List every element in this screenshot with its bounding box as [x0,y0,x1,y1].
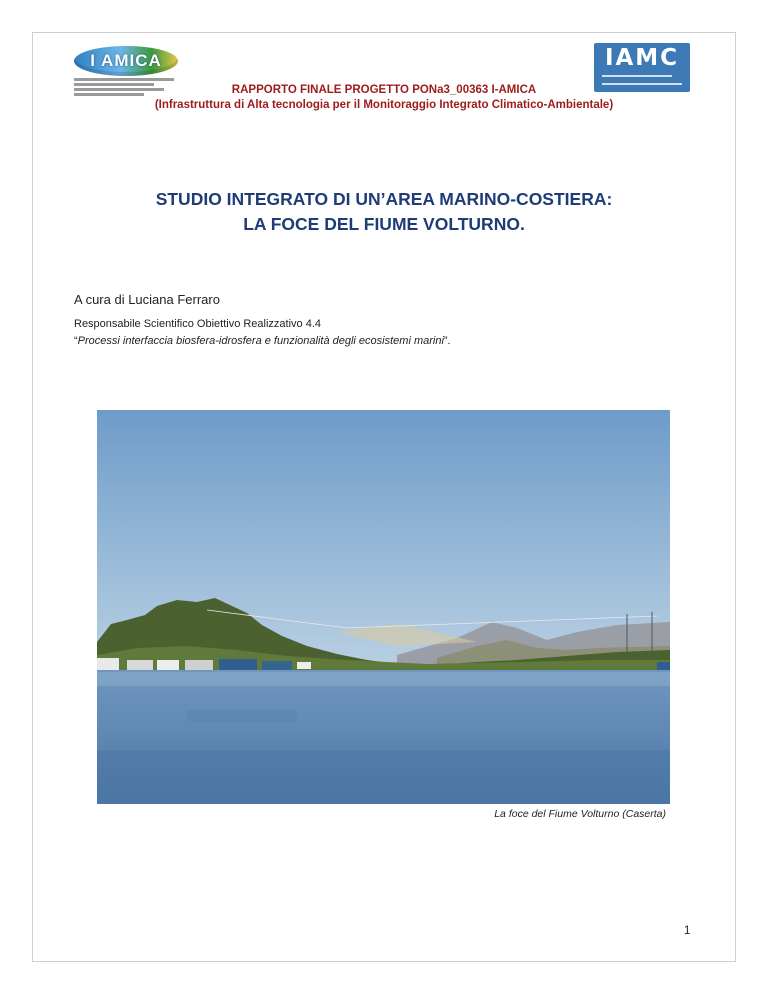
logo-left-text: I AMICA [90,51,162,70]
photo-illustration [97,410,670,804]
report-header: RAPPORTO FINALE PROGETTO PONa3_00363 I-AMICA [231,84,537,96]
document-title-line2: LA FOCE DEL FIUME VOLTURNO. [243,214,525,234]
page-number: 1 [684,925,691,937]
quote-text: Processi interfaccia biosfera-idrosfera e funzionalità degli ecosistemi marini [77,335,444,347]
quote-close: ”. [443,335,451,347]
river-mouth-photo [97,410,670,804]
logo-right-text: IAMC [604,45,680,71]
responsible-line: Responsabile Scientifico Obiettivo Realizzativo 4.4 [74,318,322,330]
quote-open: “ [74,335,78,347]
author-line: A cura di Luciana Ferraro [74,292,220,307]
document-title-line1: STUDIO INTEGRATO DI UN’AREA MARINO-COSTIERA: [155,189,613,209]
logo-fine-line [602,75,672,77]
figure-caption: La foce del Fiume Volturno (Caserta) [494,808,666,820]
report-subheader: (Infrastruttura di Alta tecnologia per il Monitoraggio Integrato Climatico-Ambientale) [154,99,614,111]
project-quote [74,335,451,347]
